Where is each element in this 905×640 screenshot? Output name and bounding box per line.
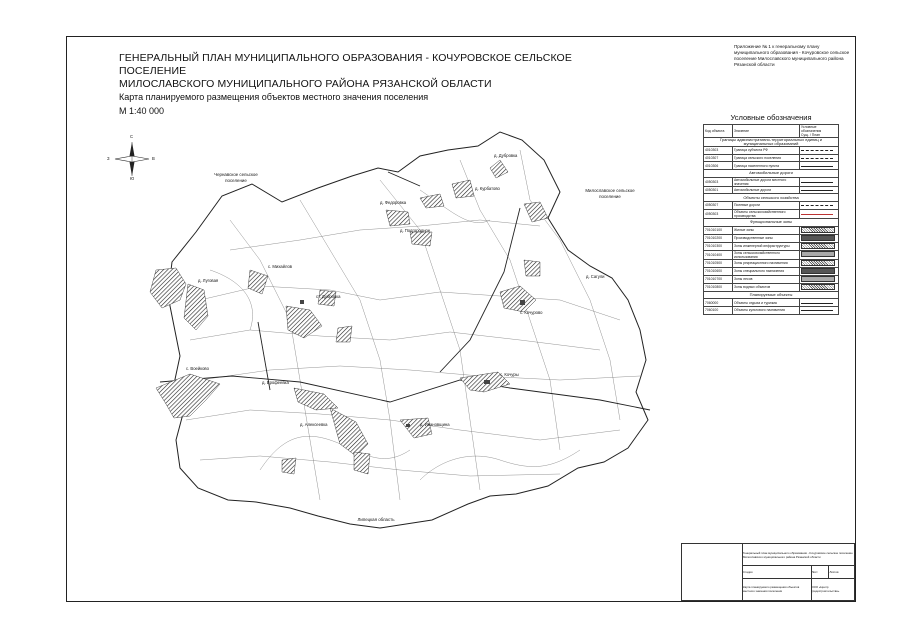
stamp-stage: Стадия <box>743 566 812 578</box>
legend-name: Граница субъекта РФ <box>733 147 800 155</box>
legend-swatch-icon <box>801 276 835 282</box>
village-label: д. Ерофеевка <box>262 380 289 385</box>
legend-code: 4050307 <box>704 202 733 210</box>
legend-row <box>704 226 839 234</box>
village-label: с. Воейково <box>186 366 209 371</box>
compass-west-label: З <box>107 156 110 161</box>
legend-swatch-icon <box>801 182 833 183</box>
map-subtitle: Карта планируемого размещения объектов местного значения поселения <box>119 92 429 102</box>
legend-symbol <box>800 202 839 210</box>
legend-header-mark: Условные обозначения Сущ. / План <box>800 125 839 138</box>
legend-code: 701010200 <box>704 234 733 242</box>
legend-header-name: Значение <box>733 125 800 138</box>
village-label: ст. Дубровка <box>316 294 341 299</box>
legend-name: Автомобильные дороги <box>733 186 800 194</box>
legend-symbol <box>800 250 839 259</box>
stamp-title: Генеральный план муниципального образования - Кочуровское сельское поселение Милославского муниципального района Рязанской области <box>743 544 855 566</box>
legend-swatch-icon <box>801 268 835 274</box>
legend-row <box>704 242 839 250</box>
legend-section-row <box>704 194 839 202</box>
legend-row <box>704 283 839 291</box>
legend-code: 701010700 <box>704 275 733 283</box>
legend-swatch-icon <box>801 235 835 241</box>
village-label: д. Федоровка <box>380 200 407 205</box>
legend-name: Объекты отдыха и туризма <box>733 299 800 307</box>
legend-symbol <box>800 186 839 194</box>
stamp-sheets: Листов <box>829 566 855 578</box>
village-label: с. Кочурово <box>520 310 543 315</box>
legend-section-title: Планируемые объекты <box>704 291 839 299</box>
legend-swatch-icon <box>801 284 835 290</box>
village-label: д. Сагули <box>586 274 605 279</box>
legend-name: Зоны сельскохозяйственного использования <box>733 250 800 259</box>
legend-symbol <box>800 299 839 307</box>
legend-name: Зоны рекреационного назначения <box>733 259 800 267</box>
legend-row <box>704 154 839 162</box>
legend-table <box>703 124 839 315</box>
stamp-map-name: Карта планируемого размещения объектов местного значения поселения <box>743 578 812 600</box>
compass-south-label: Ю <box>130 176 135 181</box>
legend-name: Объекты культового назначения <box>733 306 800 314</box>
legend-row <box>704 162 839 170</box>
stamp-sheet: Лист <box>811 566 829 578</box>
legend-row <box>704 147 839 155</box>
legend-code: 4010307 <box>704 154 733 162</box>
legend-code: 4010306 <box>704 162 733 170</box>
legend-symbol <box>800 234 839 242</box>
legend-code: 701010300 <box>704 242 733 250</box>
legend-row <box>704 177 839 186</box>
legend-name: Граница сельского поселения <box>733 154 800 162</box>
legend-swatch-icon <box>801 243 835 249</box>
legend-name: Зоны специального назначения <box>733 267 800 275</box>
legend-code: 4050301 <box>704 186 733 194</box>
legend-symbol <box>800 242 839 250</box>
legend-code: 701010600 <box>704 267 733 275</box>
village-label: д. Ивановщина <box>420 422 450 427</box>
legend-symbol <box>800 275 839 283</box>
legend-row <box>704 209 839 218</box>
legend-code: 7060100 <box>704 306 733 314</box>
legend-swatch-icon <box>801 303 833 304</box>
village-label: д. Луговая <box>198 278 219 283</box>
legend-section-row <box>704 218 839 226</box>
legend-row <box>704 299 839 307</box>
legend-row <box>704 267 839 275</box>
legend-code: 4050303 <box>704 209 733 218</box>
legend-section-row <box>704 170 839 178</box>
map-legend <box>703 113 839 343</box>
map-title-line2: МИЛОСЛАВСКОГО МУНИЦИПАЛЬНОГО РАЙОНА РЯЗАНСКОЙ ОБЛАСТИ <box>119 78 492 90</box>
legend-name: Граница населенного пункта <box>733 162 800 170</box>
legend-row <box>704 306 839 314</box>
legend-swatch-icon <box>801 260 835 266</box>
region-label-east: Милославское сельское поселение <box>585 188 635 199</box>
legend-symbol <box>800 177 839 186</box>
compass-east-label: В <box>152 156 155 161</box>
settlement-boundary <box>168 132 648 528</box>
legend-name: Жилые зоны <box>733 226 800 234</box>
legend-symbol <box>800 147 839 155</box>
legend-swatch-icon <box>801 214 833 215</box>
legend-symbol <box>800 283 839 291</box>
stamp-organisation: ООО «Центр градостроительства» <box>811 578 854 600</box>
legend-header-row <box>704 125 839 138</box>
legend-section-title: Границы административно-территориальных единиц и муниципальных образований <box>704 138 839 147</box>
legend-code: 7060000 <box>704 299 733 307</box>
legend-name: Автомобильные дороги местного значения <box>733 177 800 186</box>
legend-name: Зоны лесов <box>733 275 800 283</box>
legend-name: Зоны водных объектов <box>733 283 800 291</box>
compass-north-label: С <box>130 134 134 139</box>
legend-row <box>704 202 839 210</box>
legend-symbol <box>800 154 839 162</box>
legend-row <box>704 259 839 267</box>
legend-swatch-icon <box>801 158 833 159</box>
region-label-south: Липецкая область <box>357 517 395 522</box>
legend-symbol <box>800 162 839 170</box>
legend-code: 701010800 <box>704 283 733 291</box>
legend-row <box>704 186 839 194</box>
legend-symbol <box>800 267 839 275</box>
legend-section-row <box>704 138 839 147</box>
legend-name: Полевые дороги <box>733 202 800 210</box>
village-label: с. Михайлов <box>268 264 293 269</box>
legend-name: Объекты сельскохозяйственного производства <box>733 209 800 218</box>
legend-name: Производственные зоны <box>733 234 800 242</box>
legend-row <box>704 234 839 242</box>
legend-body <box>704 138 839 315</box>
legend-row <box>704 250 839 259</box>
legend-swatch-icon <box>801 227 835 233</box>
legend-code: 4050303 <box>704 177 733 186</box>
map-title-line1: ГЕНЕРАЛЬНЫЙ ПЛАН МУНИЦИПАЛЬНОГО ОБРАЗОВАНИЯ - КОЧУРОВСКОЕ СЕЛЬСКОЕ ПОСЕЛЕНИЕ <box>119 52 572 77</box>
legend-symbol <box>800 259 839 267</box>
village-label: д. Подгородное <box>400 228 431 233</box>
legend-swatch-icon <box>801 190 833 191</box>
legend-section-title: Автомобильные дороги <box>704 170 839 178</box>
region-label-west: Чернавское сельское поселение <box>214 172 258 183</box>
village-label: с. Кочуры <box>500 372 519 377</box>
appendix-note: Приложение № 1 к генеральному плану муниципального образования - Кочуровское сельское поселение Милославского муниципального района Рязанской области <box>734 44 850 67</box>
village-label: д. Курбатово <box>475 186 500 191</box>
legend-symbol <box>800 226 839 234</box>
title-block-stamp <box>681 543 855 601</box>
legend-section-row <box>704 291 839 299</box>
legend-swatch-icon <box>801 150 833 151</box>
legend-swatch-icon <box>801 251 835 257</box>
village-label: д. Дубровка <box>494 153 518 158</box>
village-label: д. Алексеевка <box>300 422 328 427</box>
legend-code: 701010500 <box>704 259 733 267</box>
legend-row <box>704 275 839 283</box>
legend-code: 701010400 <box>704 250 733 259</box>
legend-swatch-icon <box>801 310 833 311</box>
legend-title: Условные обозначения <box>730 113 812 122</box>
stamp-revisions <box>682 544 743 601</box>
legend-symbol <box>800 209 839 218</box>
legend-code: 4010303 <box>704 147 733 155</box>
legend-name: Зоны инженерной инфраструктуры <box>733 242 800 250</box>
map-scale: М 1:40 000 <box>119 106 165 116</box>
legend-section-title: Объекты сельского хозяйства <box>704 194 839 202</box>
legend-symbol <box>800 306 839 314</box>
legend-swatch-icon <box>801 166 833 167</box>
legend-header-code: Код объекта <box>704 125 733 138</box>
legend-code: 701010100 <box>704 226 733 234</box>
legend-section-title: Функциональные зоны <box>704 218 839 226</box>
legend-swatch-icon <box>801 205 833 206</box>
